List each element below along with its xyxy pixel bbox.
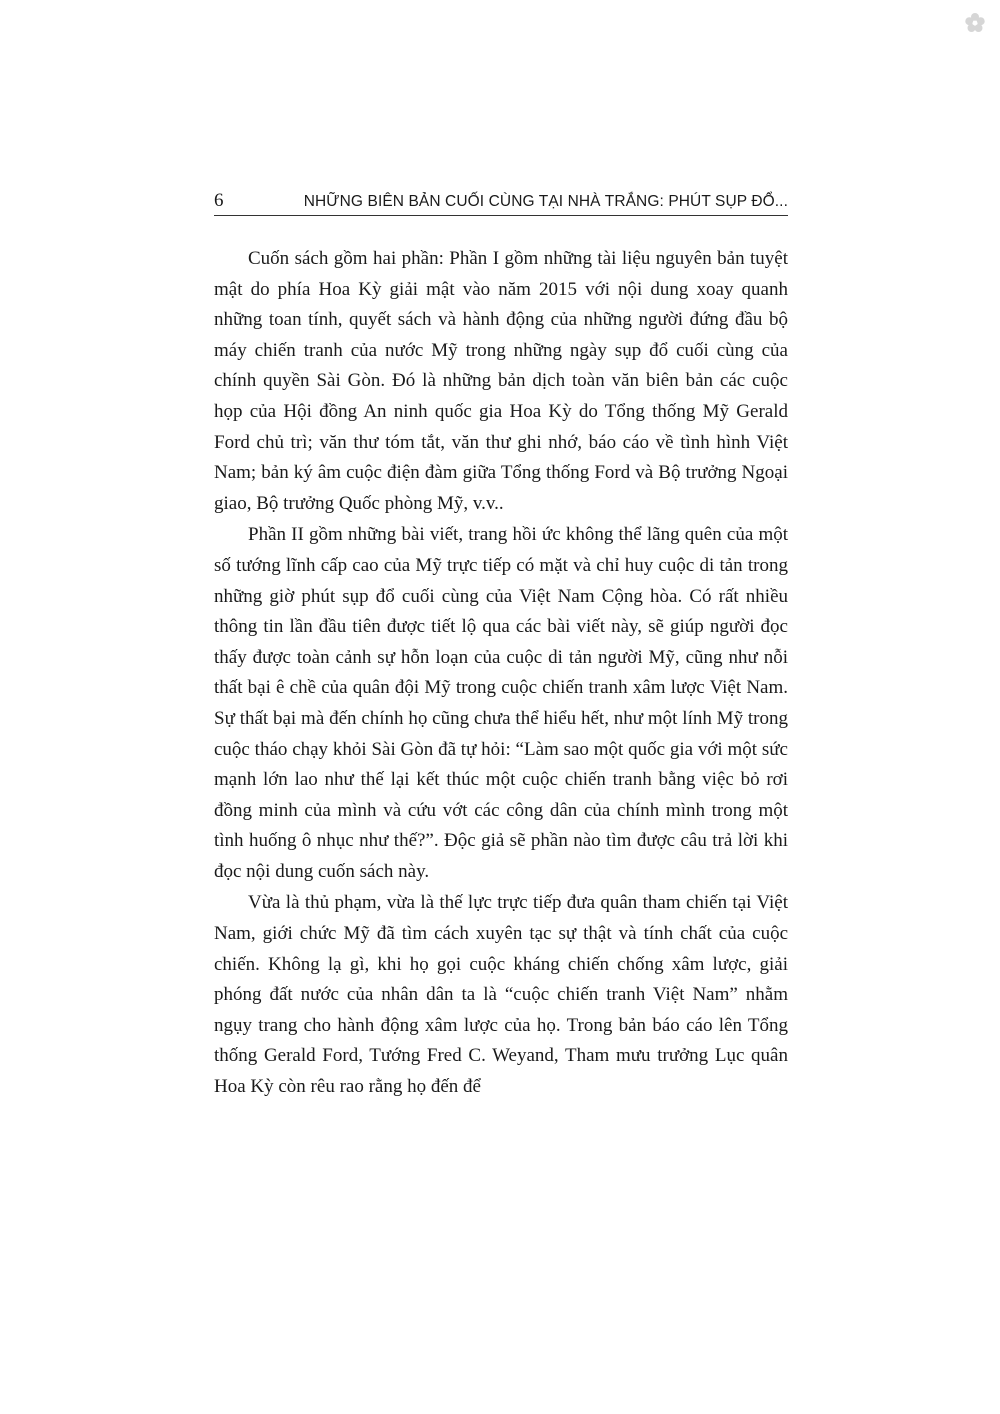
page-number: 6 — [214, 190, 224, 211]
flower-watermark-icon — [964, 12, 986, 34]
paragraph: Cuốn sách gồm hai phần: Phần I gồm những tài liệu nguyên bản tuyệt mật do phía Hoa Kỳ giải mật vào năm 2015 với nội dung xoay quanh những toan tính, quyết sách và hành động của những người đứng đầu bộ máy chiến tranh của nước Mỹ trong những ngày sụp đổ cuối cùng của chính quyền Sài Gòn. Đó là những bản dịch toàn văn biên bản các cuộc họp của Hội đồng An ninh quốc gia Hoa Kỳ do Tổng thống Mỹ Gerald Ford chủ trì; văn thư tóm tắt, văn thư ghi nhớ, báo cáo về tình hình Việt Nam; bản ký âm cuộc điện đàm giữa Tổng thống Ford và Bộ trưởng Ngoại giao, Bộ trưởng Quốc phòng Mỹ, v.v.. — [214, 248, 788, 514]
paragraph: Phần II gồm những bài viết, trang hồi ức không thể lãng quên của một số tướng lĩnh cấp cao của Mỹ trực tiếp có mặt và chỉ huy cuộc di tản trong những giờ phút sụp đổ cuối cùng của Việt Nam Cộng hòa. Có rất nhiều thông tin lần đầu tiên được tiết lộ qua các bài viết này, sẽ giúp người đọc thấy được toàn cảnh sự hỗn loạn của cuộc di tản người Mỹ, cũng như nỗi thất bại ê chề của quân đội Mỹ trong cuộc chiến tranh xâm lược Việt Nam. Sự thất bại mà đến chính họ cũng chưa thể hiểu hết, như một lính Mỹ trong cuộc tháo chạy khỏi Sài Gòn đã tự hỏi: “Làm sao một quốc gia với một sức mạnh lớn lao như thế lại kết thúc một cuộc chiến tranh bằng việc bỏ rơi đồng minh của mình và cứu vớt các công dân của chính mình trong một tình huống ô nhục như thế?”. Độc giả sẽ phần nào tìm được câu trả lời khi đọc nội dung cuốn sách này. — [214, 524, 788, 882]
body-text — [214, 244, 788, 1103]
running-header — [214, 189, 788, 216]
running-header-title: NHỮNG BIÊN BẢN CUỐI CÙNG TẠI NHÀ TRẮNG: PHÚT SỤP ĐỔ... — [303, 193, 788, 210]
paragraph: Vừa là thủ phạm, vừa là thế lực trực tiếp đưa quân tham chiến tại Việt Nam, giới chức Mỹ đã tìm cách xuyên tạc sự thật và tính chất của cuộc chiến. Không lạ gì, khi họ gọi cuộc kháng chiến chống xâm lược, giải phóng đất nước của nhân dân ta là “cuộc chiến tranh Việt Nam” nhằm ngụy trang cho hành động xâm lược của họ. Trong bản báo cáo lên Tổng thống Gerald Ford, Tướng Fred C. Weyand, Tham mưu trưởng Lục quân Hoa Kỳ còn rêu rao rằng họ đến để — [214, 892, 788, 1098]
